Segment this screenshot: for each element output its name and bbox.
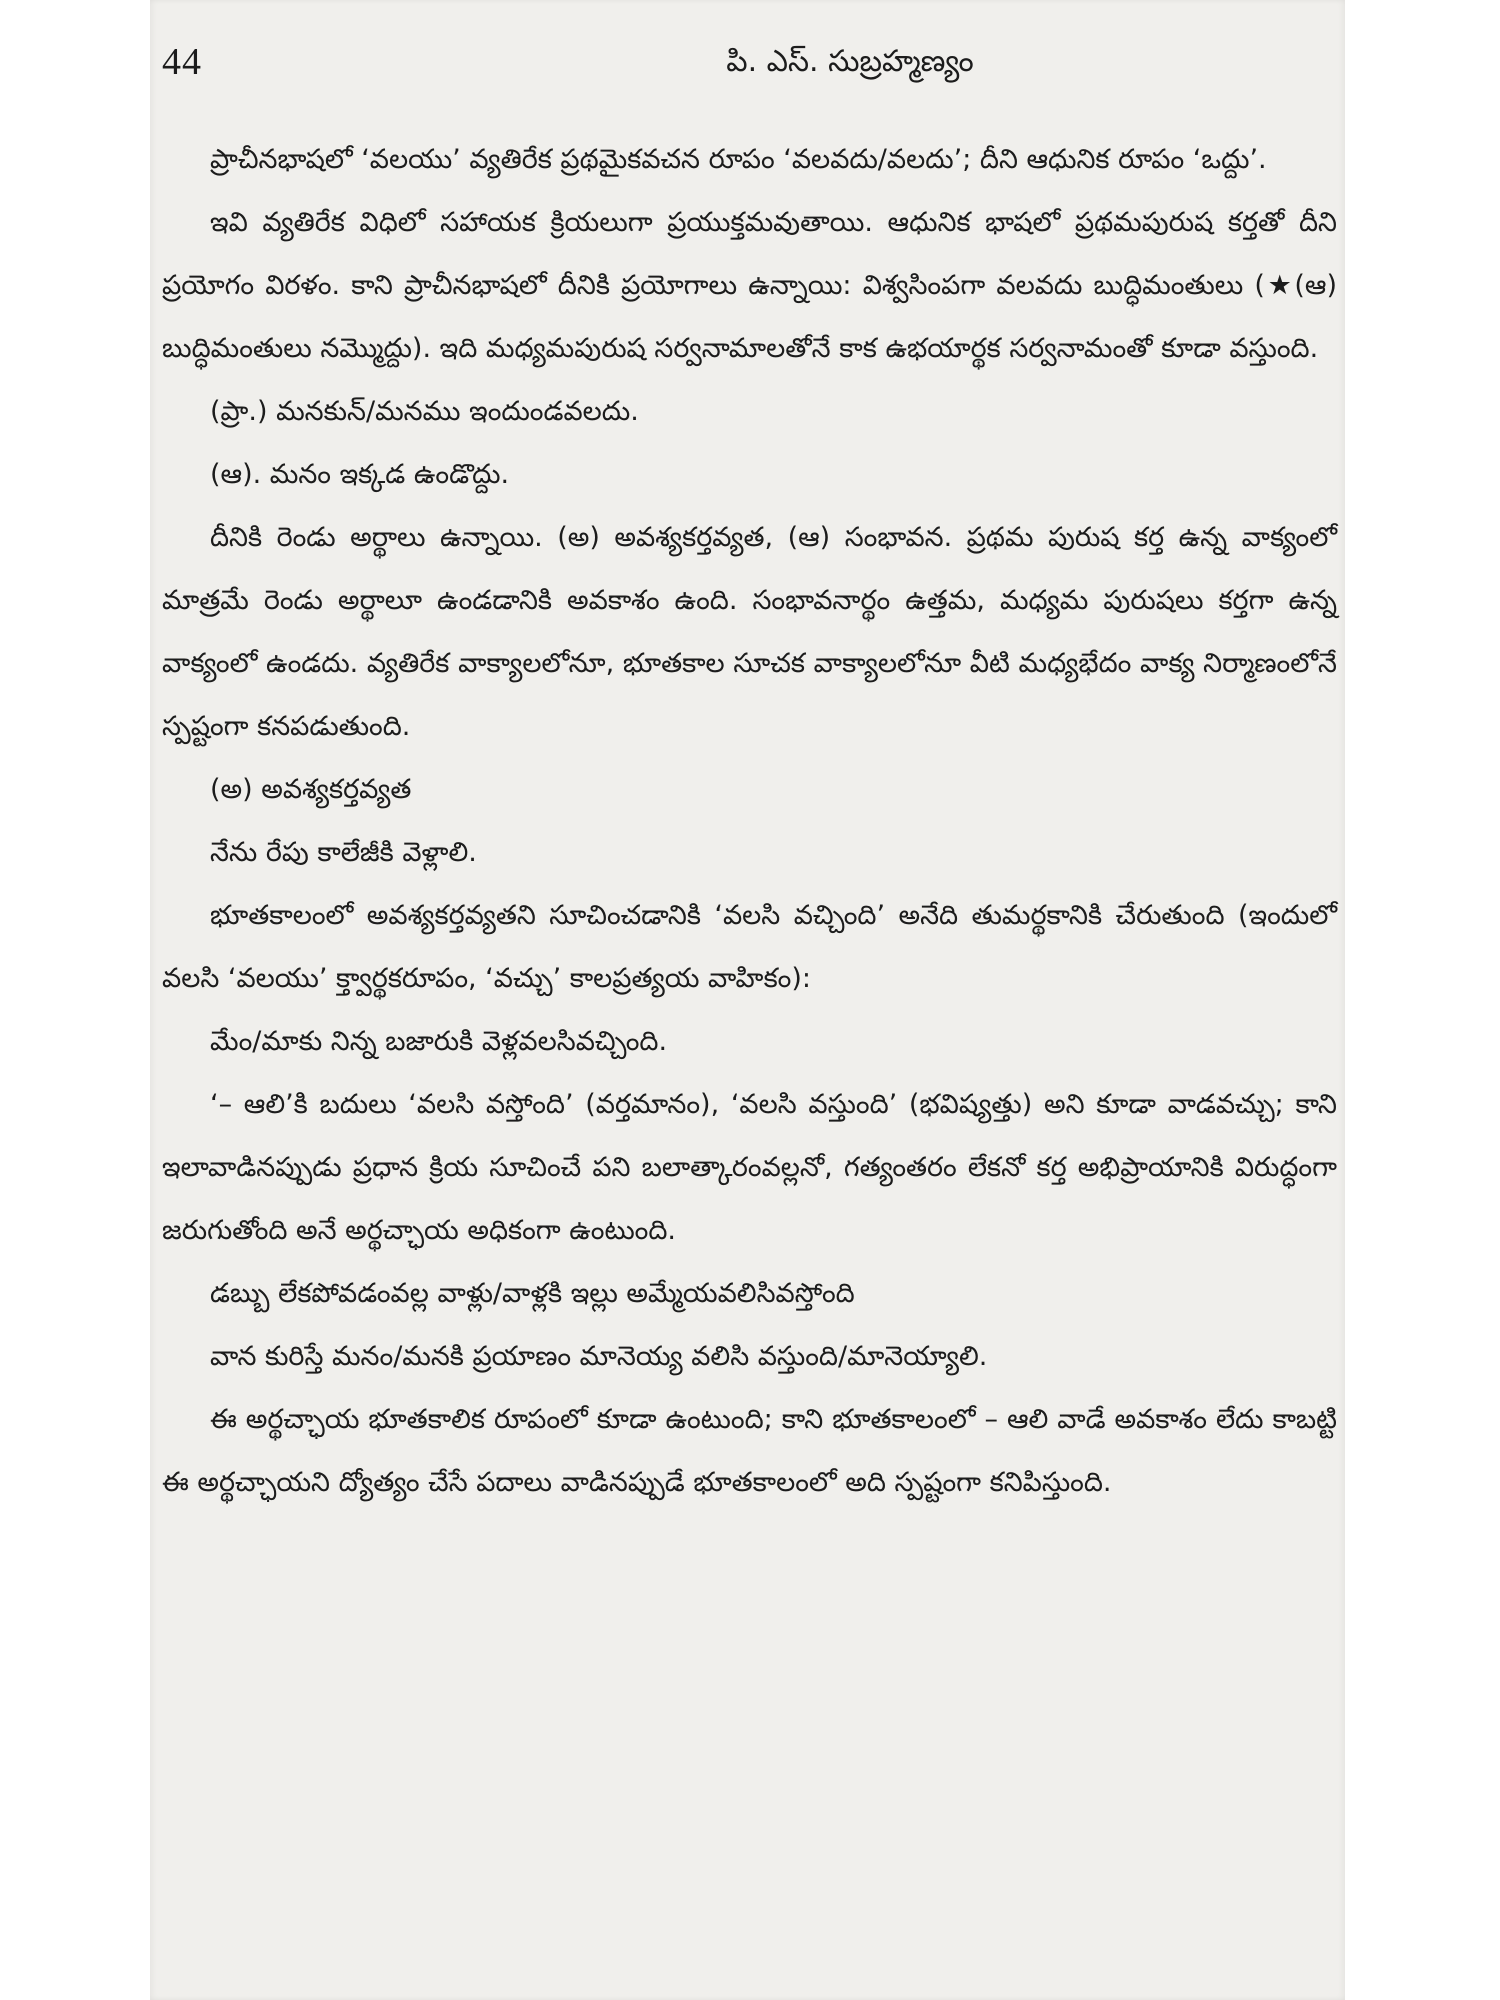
page-body: [162, 128, 1337, 1514]
example-sentence: (ఆ). మనం ఇక్కడ ఉండొద్దు.: [210, 459, 510, 490]
right-margin: [1345, 0, 1500, 2000]
example-sentence: డబ్బు లేకపోవడంవల్ల వాళ్లు/వాళ్లకి ఇల్లు అమ్మేయవలిసివస్తోంది: [210, 1278, 855, 1309]
paragraph: దీనికి రెండు అర్థాలు ఉన్నాయి. (అ) అవశ్యకర్తవ్యత, (ఆ) సంభావన. ప్రథమ పురుష కర్త ఉన్న వాక్యంలో మాత్రమే రెండు అర్థాలూ ఉండడానికి అవకాశం ఉంది. సంభావనార్థం ఉత్తమ, మధ్యమ పురుషలు కర్తగా ఉన్న వాక్యంలో ఉండదు. వ్యతిరేక వాక్యాలలోనూ, భూతకాల సూచక వాక్యాలలోనూ వీటి మధ్యభేదం వాక్య నిర్మాణంలోనే స్పష్టంగా కనపడుతుంది.: [162, 522, 1337, 742]
paragraph: ఈ అర్థచ్ఛాయ భూతకాలిక రూపంలో కూడా ఉంటుంది; కాని భూతకాలంలో – ఆలి వాడే అవకాశం లేదు కాబట్టి ఈ అర్థచ్ఛాయని ద్యోత్యం చేసే పదాలు వాడినప్పుడే భూతకాలంలో అది స్పష్టంగా కనిపిస్తుంది.: [162, 1404, 1337, 1498]
example-sentence: (ప్రా.) మనకున్/మనము ఇందుండవలదు.: [210, 396, 639, 427]
example-sentence: నేను రేపు కాలేజీకి వెళ్లాలి.: [210, 837, 477, 868]
page-number: 44: [162, 41, 202, 83]
paragraph: ఇవి వ్యతిరేక విధిలో సహాయక క్రియలుగా ప్రయుక్తమవుతాయి. ఆధునిక భాషలో ప్రథమపురుష కర్తతో దీని ప్రయోగం విరళం. కాని ప్రాచీనభాషలో దీనికి ప్రయోగాలు ఉన్నాయి: విశ్వసింపగా వలవదు బుద్ధిమంతులు (★(ఆ) బుద్ధిమంతులు నమ్మొద్దు). ఇది మధ్యమపురుష సర్వనామాలతోనే కాక ఉభయార్థక సర్వనామంతో కూడా వస్తుంది.: [162, 207, 1337, 364]
subheading: (అ) అవశ్యకర్తవ్యత: [210, 774, 412, 805]
page-header: [150, 38, 1345, 98]
example-sentence: మేం/మాకు నిన్న బజారుకి వెళ్లవలసివచ్చింది.: [210, 1026, 668, 1057]
left-margin: [0, 0, 150, 2000]
paragraph: ప్రాచీనభాషలో ‘వలయు’ వ్యతిరేక ప్రథమైకవచన రూపం ‘వలవదు/వలదు’; దీని ఆధునిక రూపం ‘ఒద్దు’.: [210, 144, 1267, 175]
running-title: పి. ఎస్. సుబ్రహ్మణ్యం: [726, 44, 974, 79]
paragraph: భూతకాలంలో అవశ్యకర్తవ్యతని సూచించడానికి ‘వలసి వచ్చింది’ అనేది తుమర్థకానికి చేరుతుంది (ఇందులో వలసి ‘వలయు’ క్త్వార్థకరూపం, ‘వచ్చు’ కాలప్రత్యయ వాహికం):: [162, 900, 1337, 994]
example-sentence: వాన కురిస్తే మనం/మనకి ప్రయాణం మానెయ్య వలిసి వస్తుంది/మానెయ్యాలి.: [210, 1341, 988, 1372]
paragraph: ‘– ఆలి’కి బదులు ‘వలసి వస్తోంది’ (వర్తమానం), ‘వలసి వస్తుంది’ (భవిష్యత్తు) అని కూడా వాడవచ్చు; కాని ఇలావాడినప్పుడు ప్రధాన క్రియ సూచించే పని బలాత్కారంవల్లనో, గత్యంతరం లేకనో కర్త అభిప్రాయానికి విరుద్ధంగా జరుగుతోంది అనే అర్థచ్ఛాయ అధికంగా ఉంటుంది.: [162, 1089, 1337, 1246]
book-page: [150, 0, 1345, 2000]
